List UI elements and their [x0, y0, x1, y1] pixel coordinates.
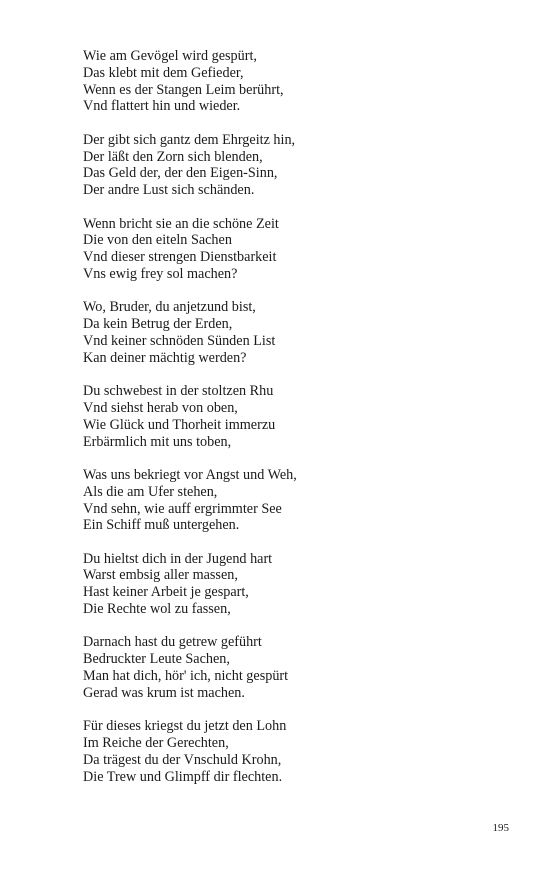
verse-line: Bedruckter Leute Sachen, [83, 651, 230, 668]
verse-line: Kan deiner mächtig werden? [83, 349, 247, 366]
stanza [83, 634, 503, 701]
verse-line: Da kein Betrug der Erden, [83, 316, 233, 333]
verse-line: Die Trew und Glimpff dir flechten. [83, 768, 283, 785]
stanza [83, 383, 503, 450]
verse-line: Wie Glück und Thorheit immerzu [83, 416, 276, 433]
verse-line: Da trägest du der Vnschuld Krohn, [83, 751, 282, 768]
verse-line: Vns ewig frey sol machen? [83, 265, 238, 282]
verse-line: Der läßt den Zorn sich blenden, [83, 148, 263, 165]
stanza [83, 48, 503, 115]
page-number: 195 [492, 822, 509, 834]
verse-line: Hast keiner Arbeit je gespart, [83, 584, 249, 601]
verse-line: Vnd sehn, wie auff ergrimmter See [83, 500, 282, 517]
verse-line: Erbärmlich mit uns toben, [83, 433, 232, 450]
stanza [83, 299, 503, 366]
stanza [83, 132, 503, 199]
verse-line: Warst embsig aller massen, [83, 567, 238, 584]
verse-line: Man hat dich, hör' ich, nicht gespürt [83, 668, 289, 685]
verse-line: Die von den eiteln Sachen [83, 232, 232, 249]
stanza [83, 467, 503, 534]
verse-line: Du hieltst dich in der Jugend hart [83, 550, 273, 567]
verse-line: Darnach hast du getrew geführt [83, 634, 262, 651]
verse-line: Gerad was krum ist machen. [83, 684, 245, 701]
verse-line: Die Rechte wol zu fassen, [83, 601, 231, 618]
verse-line: Das klebt mit dem Gefieder, [83, 64, 244, 81]
verse-line: Vnd dieser strengen Dienstbarkeit [83, 249, 277, 266]
verse-line: Für dieses kriegst du jetzt den Lohn [83, 718, 287, 735]
verse-line: Ein Schiff muß untergehen. [83, 517, 240, 534]
stanza [83, 216, 503, 283]
stanza [83, 551, 503, 618]
verse-line: Vnd flattert hin und wieder. [83, 98, 241, 115]
stanza [83, 718, 503, 785]
verse-line: Als die am Ufer stehen, [83, 483, 218, 500]
verse-line: Vnd keiner schnöden Sünden List [83, 332, 276, 349]
verse-line: Was uns bekriegt vor Angst und Weh, [83, 466, 297, 483]
verse-line: Der andre Lust sich schänden. [83, 182, 255, 199]
verse-line: Vnd siehst herab von oben, [83, 399, 238, 416]
verse-line: Das Geld der, der den Eigen-Sinn, [83, 165, 278, 182]
verse-line: Du schwebest in der stoltzen Rhu [83, 383, 274, 400]
verse-line: Wie am Gevögel wird gespürt, [83, 48, 257, 64]
verse-line: Der gibt sich gantz dem Ehrgeitz hin, [83, 131, 296, 148]
poem-text [83, 48, 503, 802]
verse-line: Wenn es der Stangen Leim berührt, [83, 81, 284, 98]
verse-line: Im Reiche der Gerechten, [83, 735, 229, 752]
verse-line: Wenn bricht sie an die schöne Zeit [83, 215, 279, 232]
verse-line: Wo, Bruder, du anjetzund bist, [83, 299, 256, 316]
